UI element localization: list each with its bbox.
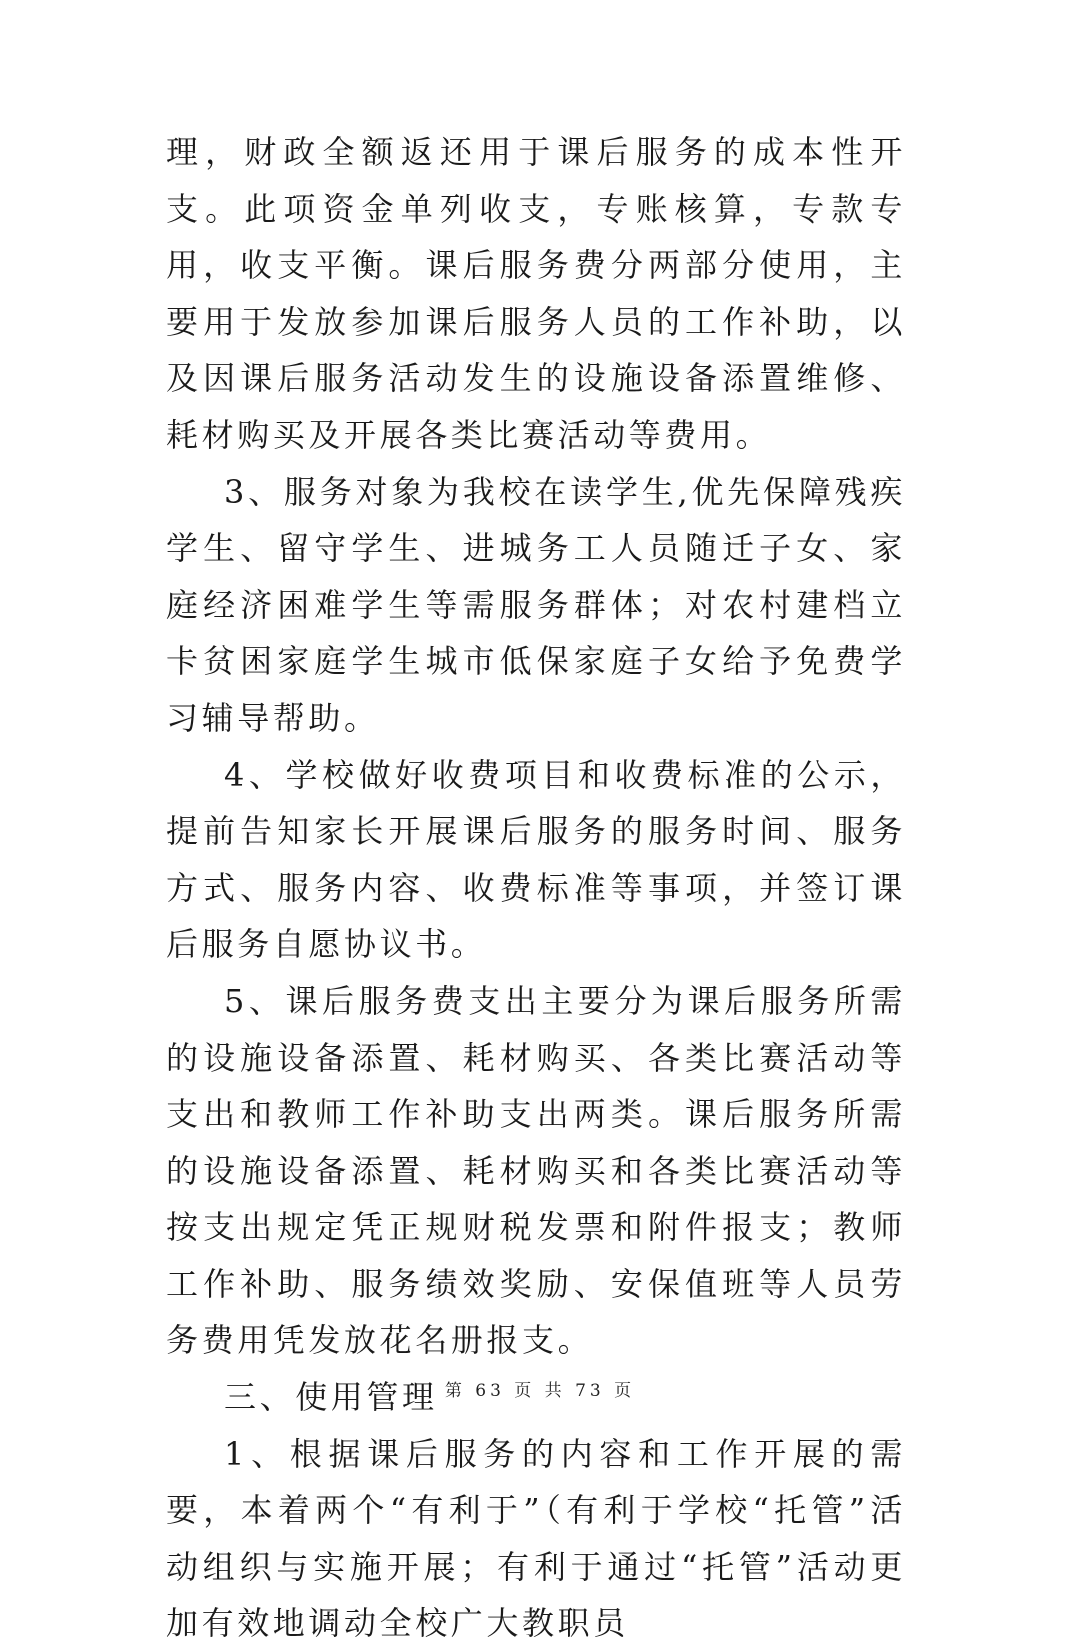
- paragraph-continued: 理，财政全额返还用于课后服务的成本性开支。此项资金单列收支，专账核算，专款专用，收支平衡。课后服务费分两部分使用，主要用于发放参加课后服务人员的工作补助，以及因课后服务活动发生的设施设备添置维修、耗材购买及开展各类比赛活动等费用。: [166, 133, 906, 454]
- paragraph-item-5: 5、课后服务费支出主要分为课后服务所需的设施设备添置、耗材购买、各类比赛活动等支出和教师工作补助支出两类。课后服务所需的设施设备添置、耗材购买和各类比赛活动等按支出规定凭正规财税发票和附件报支；教师工作补助、服务绩效奖励、安保值班等人员劳务费用凭发放花名册报支。: [166, 981, 906, 1360]
- paragraph-item-3: 3、服务对象为我校在读学生,优先保障残疾学生、留守学生、进城务工人员随迁子女、家庭经济困难学生等需服务群体；对农村建档立卡贫困家庭学生城市低保家庭子女给予免费学习辅导帮助。: [166, 472, 906, 737]
- paragraph-section-3-item-1: 1、根据课后服务的内容和工作开展的需要，本着两个“有利于”（有利于学校“托管”活动组织与实施开展；有利于通过“托管”活动更加有效地调动全校广大教职员: [166, 1434, 906, 1643]
- section-heading-usage-management: 三、使用管理: [224, 1378, 438, 1417]
- paragraph-item-4: 4、学校做好收费项目和收费标准的公示，提前告知家长开展课后服务的服务时间、服务方式、服务内容、收费标准等事项，并签订课后服务自愿协议书。: [166, 755, 906, 964]
- page-number-footer: 第 63 页 共 73 页: [444, 1381, 636, 1401]
- document-body: [166, 124, 906, 1652]
